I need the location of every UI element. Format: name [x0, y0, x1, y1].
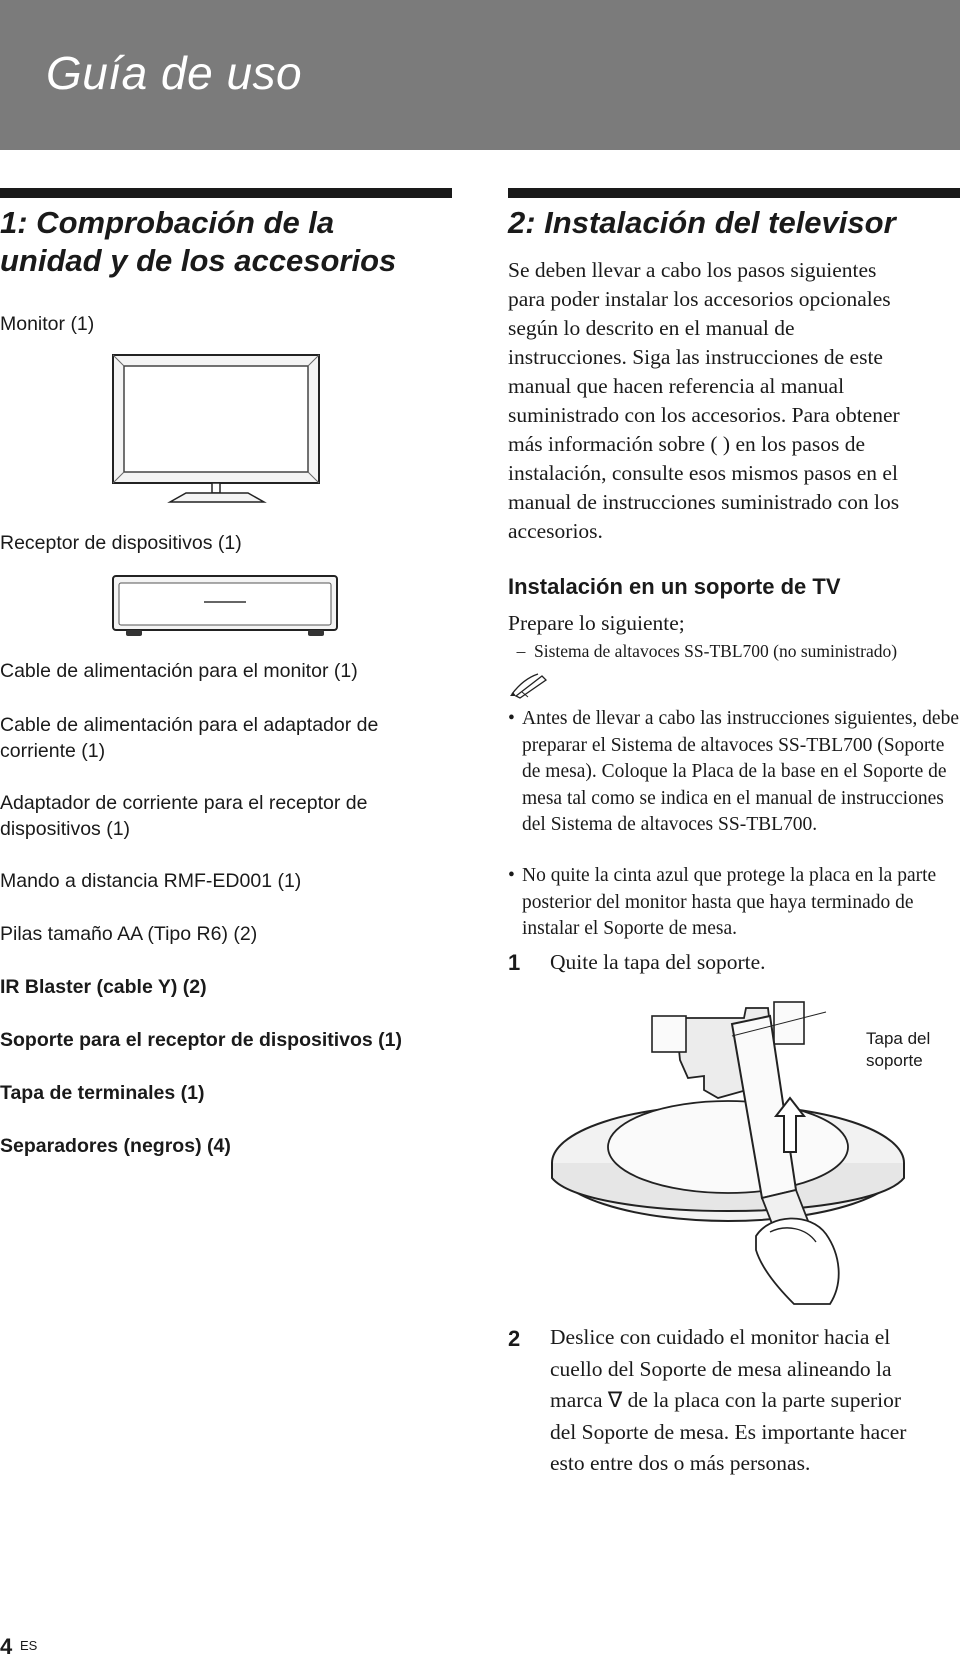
- note-bullet-text: Antes de llevar a cabo las instrucciones siguientes, debe preparar el Sistema de altavoces SS-TBL700 (Soporte de mesa). Coloque la Placa de la base en el Soporte de mesa tal como se indica en el manual de instrucciones del Sistema de altavoces SS-TBL700.: [522, 708, 959, 835]
- accessory-batteries: Pilas tamaño AA (Tipo R6) (2): [0, 923, 258, 945]
- accessory-ir-blaster: IR Blaster (cable Y) (2): [0, 976, 207, 998]
- prepare-item: [508, 640, 960, 662]
- intro-line: más información sobre ( ) en los pasos de: [508, 432, 866, 456]
- section-title-accessories: [0, 204, 455, 280]
- intro-line: instrucciones. Siga las instrucciones de este: [508, 345, 883, 369]
- step-2-line: esto entre dos o más personas.: [550, 1451, 811, 1475]
- accessory-ac-adapter: [0, 790, 450, 842]
- intro-line: instalación, consulte esos mismos pasos en el: [508, 461, 898, 485]
- note-bullet-text: No quite la cinta azul que protege la placa en la parte posterior del monitor hasta que haya terminado de instalar el Soporte de mesa.: [522, 865, 937, 939]
- accessory-terminal-cover: Tapa de terminales (1): [0, 1082, 205, 1104]
- intro-line: para poder instalar los accesorios opcionales: [508, 287, 891, 311]
- accessory-remote: Mando a distancia RMF-ED001 (1): [0, 870, 302, 892]
- intro-line: suministrado con los accesorios. Para obtener: [508, 403, 900, 427]
- bullet-dot: •: [508, 865, 515, 886]
- section-rule-right: [508, 188, 960, 198]
- intro-line: según lo descrito en el manual de: [508, 316, 795, 340]
- accessory-receiver-stand: Soporte para el receptor de dispositivos (1): [0, 1029, 403, 1051]
- step-2-line: marca ∇ de la placa con la parte superior: [550, 1388, 902, 1412]
- receiver-illustration: [112, 575, 338, 639]
- section-rule-left: [0, 188, 452, 198]
- page-language: ES: [20, 1638, 38, 1653]
- step-2-line: cuello del Soporte de mesa alineando la: [550, 1356, 892, 1381]
- intro-line: accesorios.: [508, 519, 603, 543]
- prepare-text: Prepare lo siguiente;: [508, 611, 685, 635]
- accessory-spacers: Separadores (negros) (4): [0, 1135, 231, 1157]
- callout-line: soporte: [866, 1051, 923, 1070]
- intro-line: manual de instrucciones suministrado con los: [508, 490, 900, 514]
- section-title-line: 1: Comprobación de la: [0, 205, 335, 240]
- bullet-dot: •: [508, 708, 515, 729]
- note-bullet: [508, 706, 960, 839]
- callout-line: Tapa del: [866, 1029, 931, 1048]
- accessory-line: dispositivos (1): [0, 818, 131, 840]
- dash-symbol: –: [516, 641, 526, 661]
- intro-line: Se deben llevar a cabo los pasos siguientes: [508, 258, 877, 282]
- step-2-text: [550, 1322, 960, 1480]
- prepare-item-text: Sistema de altavoces SS-TBL700 (no suministrado): [534, 641, 898, 661]
- stand-cover-illustration: [548, 1000, 908, 1310]
- accessory-line: corriente (1): [0, 740, 106, 762]
- accessory-power-cable-adapter: [0, 712, 450, 764]
- step-2-number: 2: [508, 1326, 521, 1351]
- accessory-power-cable-monitor: Cable de alimentación para el monitor (1): [0, 660, 358, 682]
- accessory-line: Adaptador de corriente para el receptor de: [0, 792, 368, 814]
- page-number: 4: [0, 1634, 13, 1659]
- step-2-line: Deslice con cuidado el monitor hacia el: [550, 1325, 891, 1349]
- accessory-line: Cable de alimentación para el adaptador de: [0, 714, 379, 736]
- monitor-illustration: [112, 354, 322, 504]
- step-2-line: del Soporte de mesa. Es importante hacer: [550, 1419, 907, 1444]
- intro-line: manual que hacen referencia al manual: [508, 374, 845, 398]
- note-bullet: [508, 863, 960, 943]
- step-1-text: Quite la tapa del soporte.: [550, 950, 766, 974]
- page-title: Guía de uso: [46, 47, 303, 99]
- accessory-receiver-label: Receptor de dispositivos (1): [0, 532, 242, 554]
- stand-cover-callout: [866, 1028, 960, 1072]
- intro-paragraph: [508, 256, 960, 546]
- section-title-line: unidad y de los accesorios: [0, 243, 397, 278]
- step-1-number: 1: [508, 950, 521, 975]
- accessory-monitor-label: Monitor (1): [0, 313, 95, 335]
- pencil-note-icon: [508, 672, 552, 698]
- section-title-installation: 2: Instalación del televisor: [508, 205, 896, 240]
- subsection-title: Instalación en un soporte de TV: [508, 574, 841, 599]
